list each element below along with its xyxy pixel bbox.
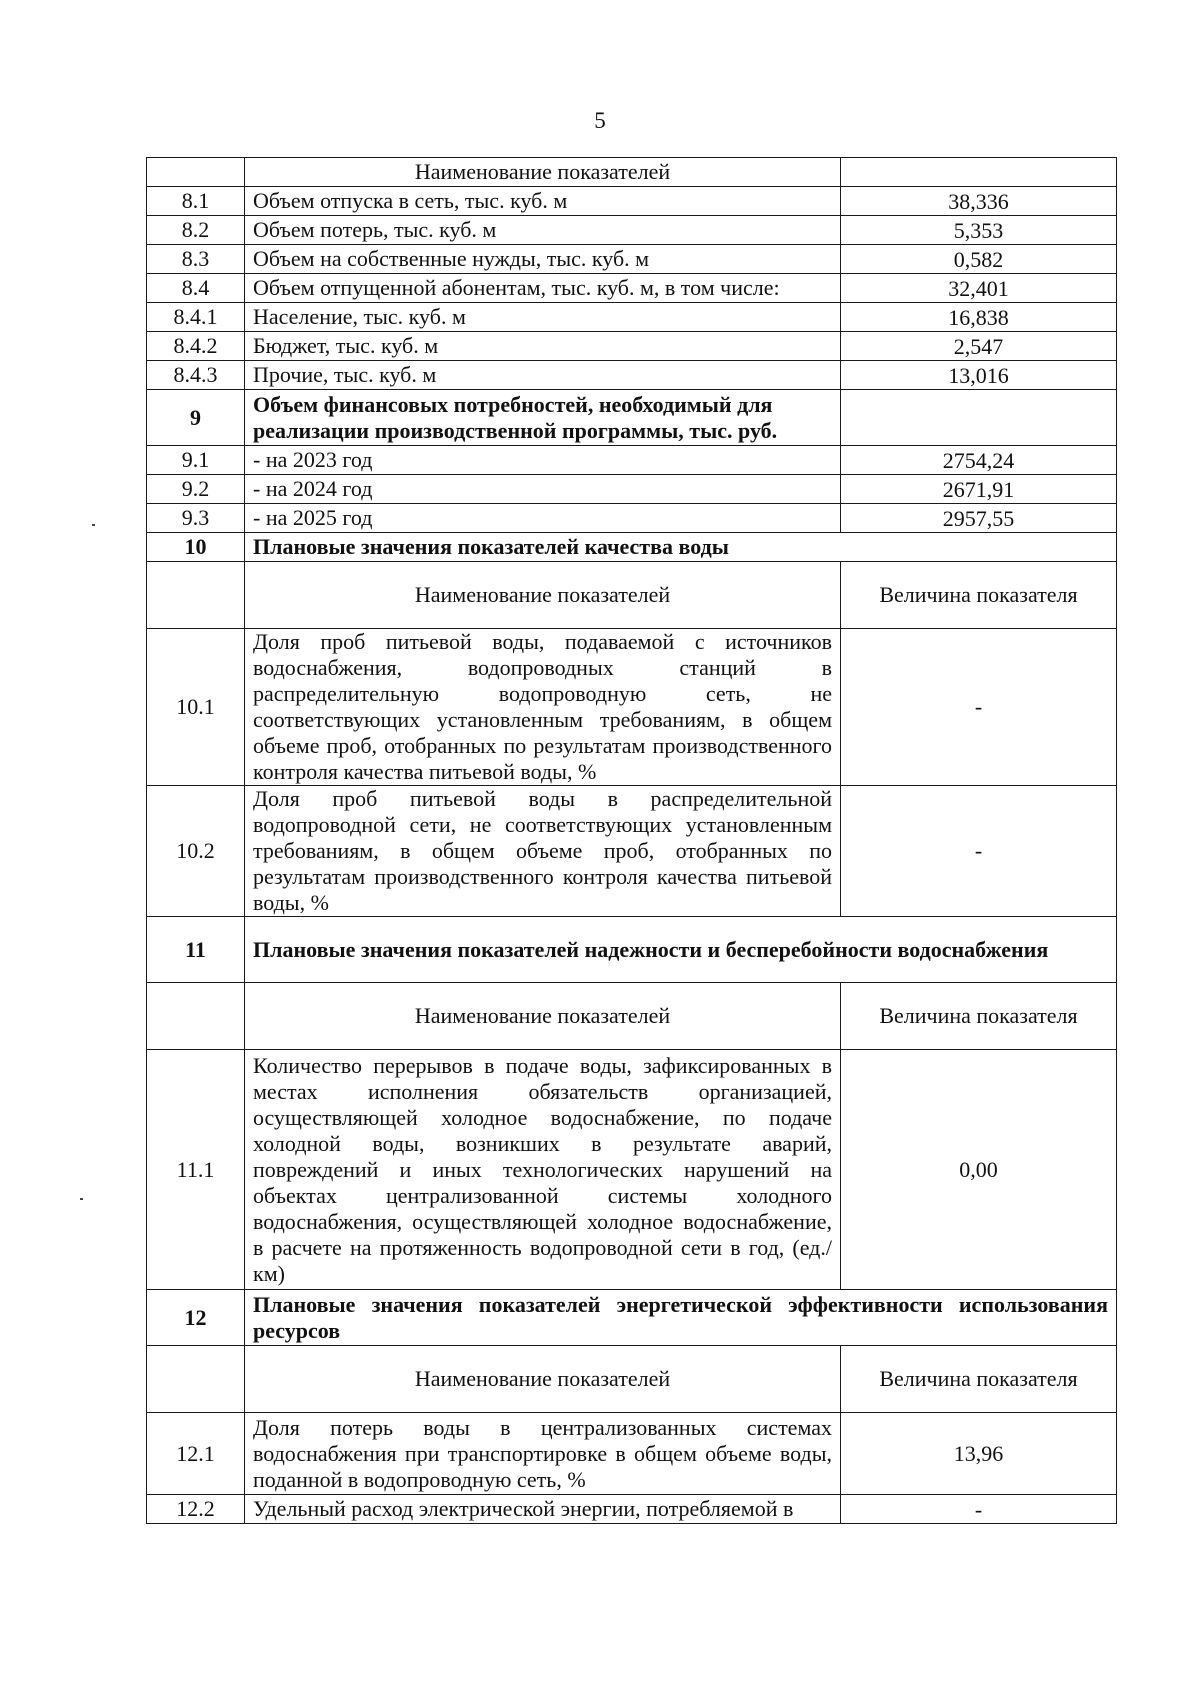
header-name-cell: Наименование показателей [245, 562, 841, 629]
row-name: - на 2023 год [245, 446, 841, 475]
section-number: 12 [147, 1290, 245, 1346]
header-name-cell: Наименование показателей [245, 158, 841, 187]
table-row [147, 216, 1117, 245]
section-title: Плановые значения показателей энергетической эффективности использования ресурсов [245, 1290, 1117, 1346]
row-value: 38,336 [841, 187, 1117, 216]
section-title-row [147, 390, 1117, 446]
header-num-cell [147, 562, 245, 629]
section-title-row [147, 917, 1117, 983]
section-title: Объем финансовых потребностей, необходимый для реализации производственной программы, тыс. руб. [245, 390, 841, 446]
header-num-cell [147, 1346, 245, 1413]
row-number: 8.4 [147, 274, 245, 303]
row-name: Бюджет, тыс. куб. м [245, 332, 841, 361]
page-number: 5 [594, 108, 606, 133]
section-number: 11 [147, 917, 245, 983]
row-value: 5,353 [841, 216, 1117, 245]
row-name: Население, тыс. куб. м [245, 303, 841, 332]
scan-speck [92, 524, 95, 526]
header-value-cell: Величина показателя [841, 562, 1117, 629]
row-number: 8.4.2 [147, 332, 245, 361]
row-name: - на 2025 год [245, 504, 841, 533]
header-num-cell [147, 158, 245, 187]
row-number: 10.1 [147, 629, 245, 786]
section-title-row [147, 533, 1117, 562]
section-title: Плановые значения показателей качества воды [245, 533, 1117, 562]
indicators-table [146, 157, 1117, 1524]
section-empty-cell [841, 390, 1117, 446]
table-header-row [147, 562, 1117, 629]
section-title: Плановые значения показателей надежности и бесперебойности водоснабжения [245, 917, 1117, 983]
row-name: - на 2024 год [245, 475, 841, 504]
row-name: Доля проб питьевой воды в распределительной водопроводной сети, не соответствующих установленным требованиям, в общем объеме проб, отобранных по результатам производственного контроля качества питьевой воды, % [245, 786, 841, 917]
table-row [147, 361, 1117, 390]
table-row [147, 303, 1117, 332]
row-number: 8.1 [147, 187, 245, 216]
row-number: 8.2 [147, 216, 245, 245]
row-value: 0,00 [841, 1050, 1117, 1290]
row-value: 32,401 [841, 274, 1117, 303]
table-header-row [147, 983, 1117, 1050]
header-num-cell [147, 983, 245, 1050]
section-number: 10 [147, 533, 245, 562]
table-row [147, 446, 1117, 475]
row-number: 9.1 [147, 446, 245, 475]
row-value: 2754,24 [841, 446, 1117, 475]
row-value: - [841, 1495, 1117, 1524]
table-row [147, 274, 1117, 303]
row-value: 2671,91 [841, 475, 1117, 504]
row-number: 8.4.1 [147, 303, 245, 332]
row-number: 9.2 [147, 475, 245, 504]
table-row [147, 475, 1117, 504]
row-name: Объем отпущенной абонентам, тыс. куб. м, в том числе: [245, 274, 841, 303]
table-header-row [147, 158, 1117, 187]
row-number: 10.2 [147, 786, 245, 917]
header-value-cell [841, 158, 1117, 187]
row-number: 12.2 [147, 1495, 245, 1524]
row-name: Доля потерь воды в централизованных системах водоснабжения при транспортировке в общем объеме воды, поданной в водопроводную сеть, % [245, 1413, 841, 1495]
row-name: Прочие, тыс. куб. м [245, 361, 841, 390]
table-row [147, 786, 1117, 917]
row-name: Количество перерывов в подаче воды, зафиксированных в местах исполнения обязательств организацией, осуществляющей холодное водоснабжение, по подаче холодной воды, возникших в результате аварий, повреждений и иных технологических нарушений на объектах централизованной системы холодного водоснабжения, осуществляющей холодное водоснабжение, в расчете на протяженность водопроводной сети в год, (ед./км) [245, 1050, 841, 1290]
table-row [147, 629, 1117, 786]
row-value: 2957,55 [841, 504, 1117, 533]
row-number: 12.1 [147, 1413, 245, 1495]
table-row [147, 245, 1117, 274]
header-value-cell: Величина показателя [841, 1346, 1117, 1413]
row-value: 13,016 [841, 361, 1117, 390]
table-row [147, 504, 1117, 533]
table-row [147, 1413, 1117, 1495]
table-header-row [147, 1346, 1117, 1413]
row-name: Объем на собственные нужды, тыс. куб. м [245, 245, 841, 274]
row-value: 16,838 [841, 303, 1117, 332]
table-row [147, 1050, 1117, 1290]
header-name-cell: Наименование показателей [245, 1346, 841, 1413]
row-number: 9.3 [147, 504, 245, 533]
section-number: 9 [147, 390, 245, 446]
section-title-row [147, 1290, 1117, 1346]
row-value: - [841, 786, 1117, 917]
header-value-cell: Величина показателя [841, 983, 1117, 1050]
row-name: Удельный расход электрической энергии, потребляемой в [245, 1495, 841, 1524]
row-value: 0,582 [841, 245, 1117, 274]
row-number: 11.1 [147, 1050, 245, 1290]
table-row [147, 187, 1117, 216]
row-value: 13,96 [841, 1413, 1117, 1495]
table-row [147, 332, 1117, 361]
row-name: Объем потерь, тыс. куб. м [245, 216, 841, 245]
row-name: Доля проб питьевой воды, подаваемой с источников водоснабжения, водопроводных станций в распределительную водопроводную сеть, не соответствующих установленным требованиям, в общем объеме проб, отобранных по результатам производственного контроля качества питьевой воды, % [245, 629, 841, 786]
row-name: Объем отпуска в сеть, тыс. куб. м [245, 187, 841, 216]
header-name-cell: Наименование показателей [245, 983, 841, 1050]
row-number: 8.4.3 [147, 361, 245, 390]
scan-speck [80, 1198, 83, 1200]
row-value: 2,547 [841, 332, 1117, 361]
table-row [147, 1495, 1117, 1524]
row-number: 8.3 [147, 245, 245, 274]
row-value: - [841, 629, 1117, 786]
